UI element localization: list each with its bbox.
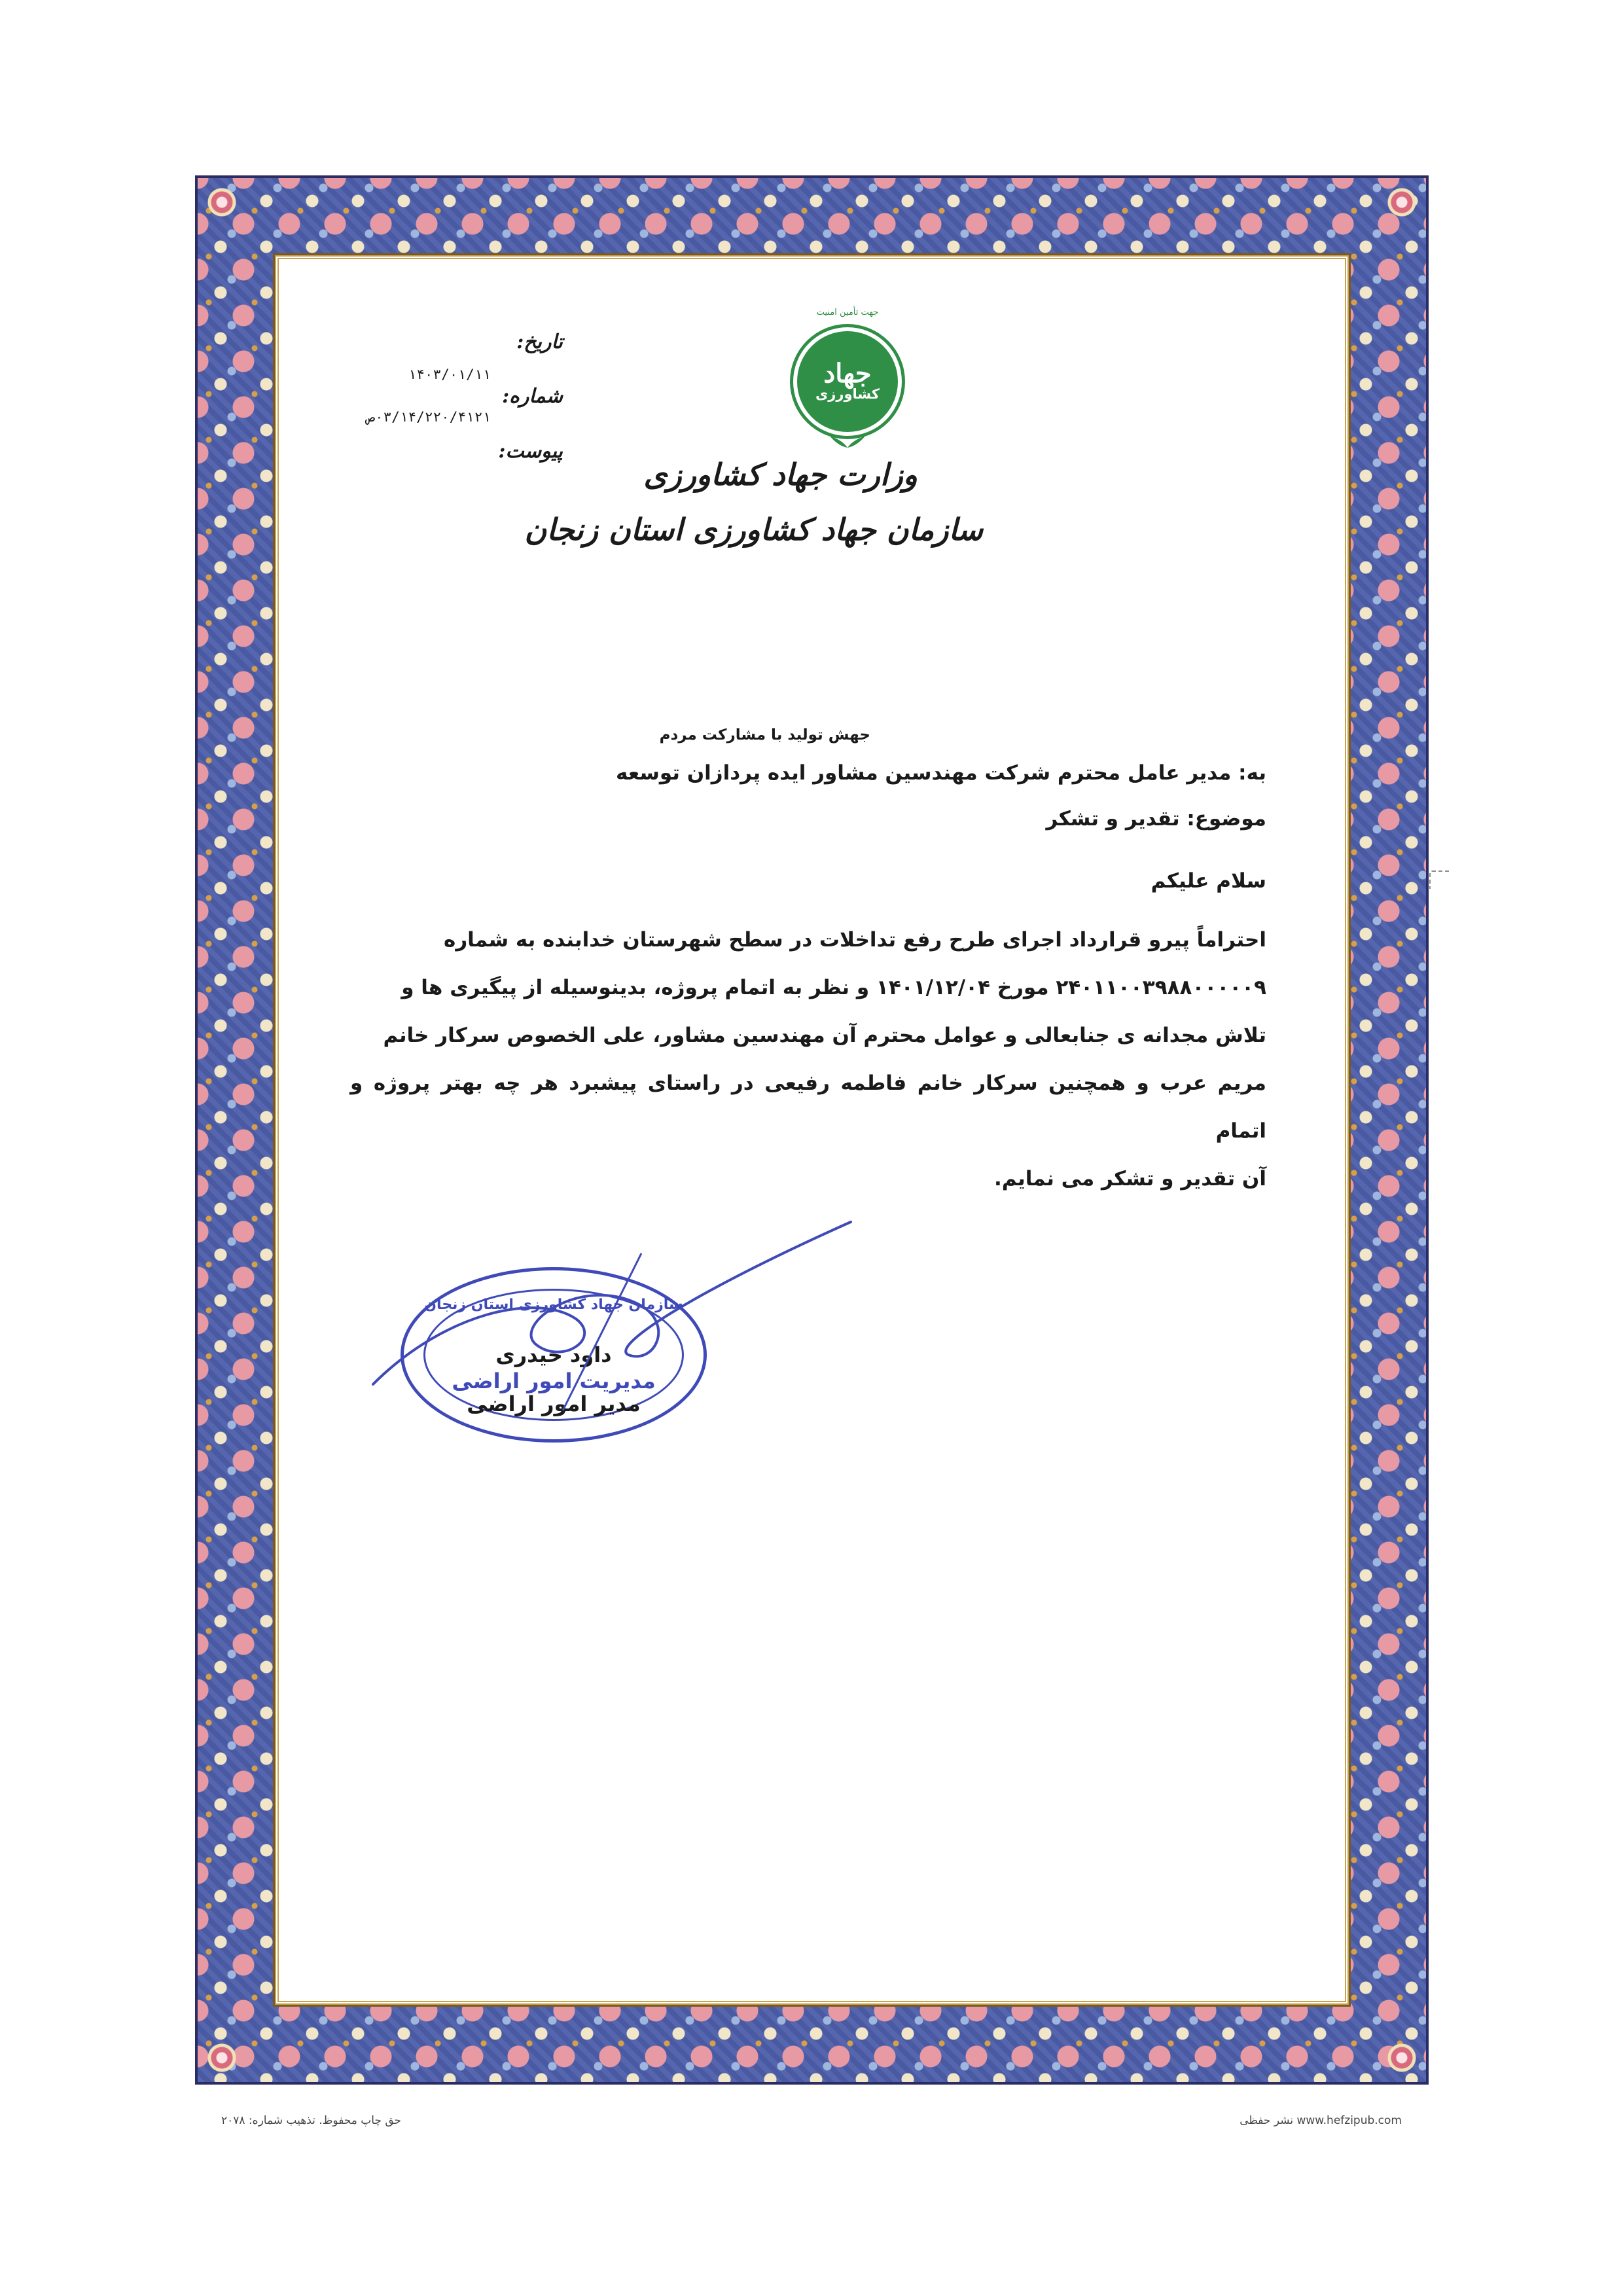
body-line: ۲۴۰۱۱۰۰۳۹۸۸۰۰۰۰۰۹ مورخ ۱۴۰۱/۱۲/۰۴ و نظر به اتمام پروژه، بدینوسیله از پیگیری ها و xyxy=(401,976,1266,999)
ministry-name: وزارت جهاد کشاورزی xyxy=(643,457,918,492)
body-line: مریم عرب و همچنین سرکار خانم فاطمه رفیعی در راستای پیشبرد هر چه بهتر پروژه و اتمام xyxy=(350,1071,1266,1143)
stamp-ring-text: سازمان جهاد کشاورزی استان زنجان xyxy=(424,1297,683,1313)
logo-sub-text: کشاورزی xyxy=(815,386,880,403)
corner-flower-icon xyxy=(1387,2043,1417,2073)
number-label: شماره: xyxy=(502,385,563,408)
signatory-title: مدیر امور اراضی xyxy=(467,1391,641,1416)
publisher-footer: www.hefzipub.com نشر حفظی xyxy=(1240,2114,1402,2127)
number-value: ۰۳/۱۴/۲۲۰/۴۱۲۱ص xyxy=(366,409,491,425)
attachment-label: پیوست: xyxy=(498,440,563,463)
jahad-keshavarzi-logo xyxy=(793,327,902,436)
greeting: سلام علیکم xyxy=(1150,869,1266,893)
corner-flower-icon xyxy=(207,187,237,217)
body-line: آن تقدیر و تشکر می نمایم. xyxy=(994,1167,1266,1191)
copyright-footer: حق چاپ محفوظ. تذهیب شماره: ۲۰۷۸ xyxy=(221,2114,402,2127)
logo-main-text: جهاد xyxy=(823,358,872,389)
scan-mark xyxy=(1429,870,1449,889)
subject-line: موضوع: تقدیر و تشکر xyxy=(1046,807,1266,831)
recipient-line: به: مدیر عامل محترم شرکت مهندسین مشاور ایده پردازان توسعه xyxy=(616,761,1266,785)
letter-body xyxy=(350,916,1266,1203)
stamp-department: مدیریت امور اراضی xyxy=(452,1369,656,1393)
signatory-name: داود حیدری xyxy=(495,1342,612,1367)
logo-caption: جهت تأمین امنیت xyxy=(816,308,879,317)
corner-flower-icon xyxy=(207,2043,237,2073)
wheat-leaves-icon xyxy=(829,435,866,449)
body-line: تلاش مجدانه ی جنابعالی و عوامل محترم آن مهندسین مشاور، علی الخصوص سرکار خانم xyxy=(383,1024,1266,1047)
handwritten-signature xyxy=(366,1214,857,1424)
organization-name: سازمان جهاد کشاورزی استان زنجان xyxy=(524,512,983,547)
corner-flower-icon xyxy=(1387,187,1417,217)
slogan: جهش تولید با مشارکت مردم xyxy=(659,726,870,744)
date-value: ۱۴۰۳/۰۱/۱۱ xyxy=(408,367,491,382)
date-label: تاریخ: xyxy=(516,331,563,353)
body-line: احتراماً پیرو قرارداد اجرای طرح رفع تداخلات در سطح شهرستان خدابنده به شماره xyxy=(444,928,1266,952)
